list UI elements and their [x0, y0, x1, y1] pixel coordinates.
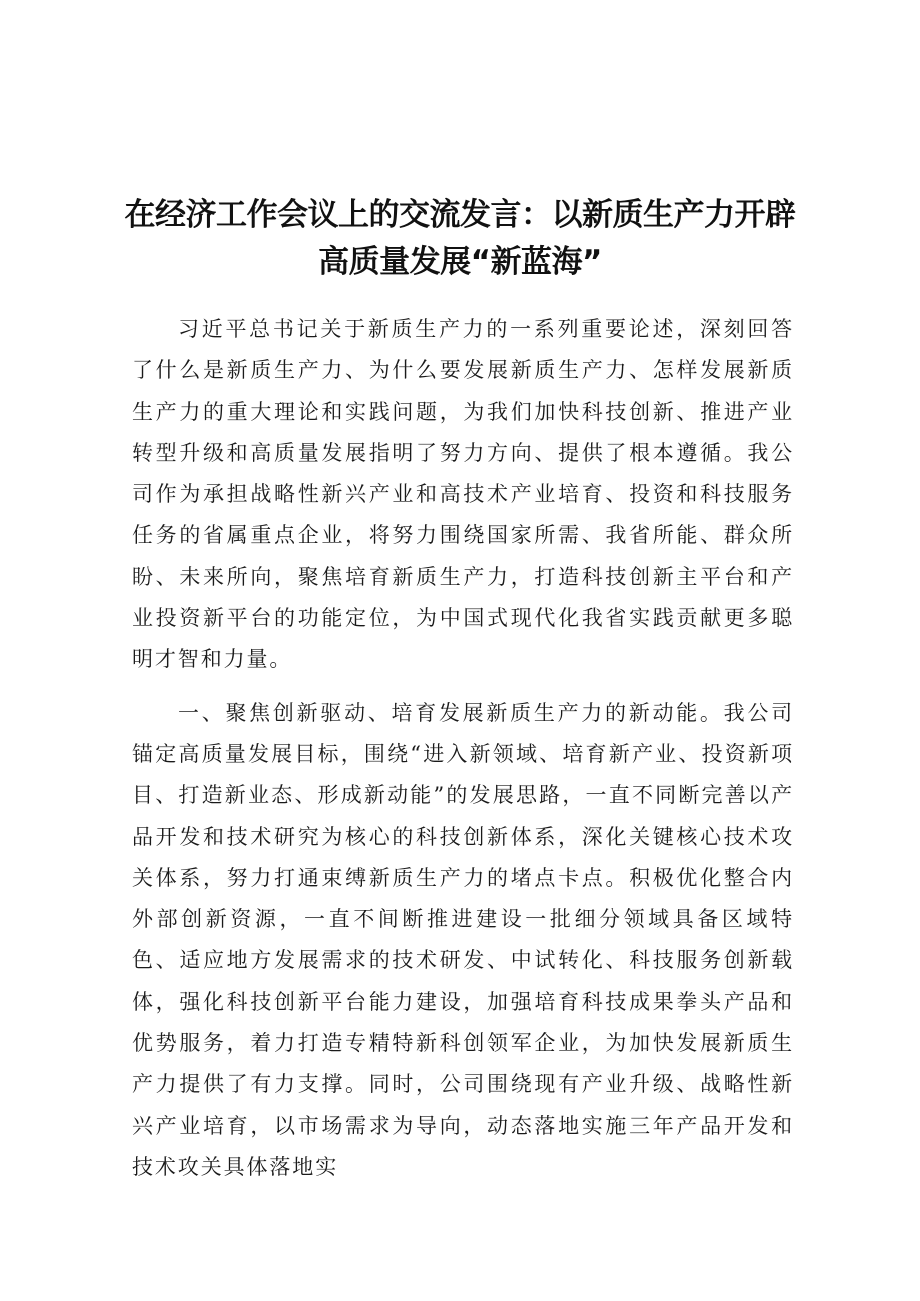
- document-body: [132, 309, 794, 1188]
- paragraph-section-1: 一、聚焦创新驱动、培育发展新质生产力的新动能。我公司锚定高质量发展目标，围绕“进入新领域、培育新产业、投资新项目、打造新业态、形成新动能”的发展思路，一直不同断完善以产品开发和技术研究为核心的科技创新体系，深化关键核心技术攻关体系，努力打通束缚新质生产力的堵点卡点。积极优化整合内外部创新资源，一直不间断推进建设一批细分领域具备区域特色、适应地方发展需求的技术研发、中试转化、科技服务创新载体，强化科技创新平台能力建设，加强培育科技成果拳头产品和优势服务，着力打造专精特新科创领军企业，为加快发展新质生产力提供了有力支撑。同时，公司围绕现有产业升级、战略性新兴产业培育，以市场需求为导向，动态落地实施三年产品开发和技术攻关具体落地实: [132, 700, 794, 1179]
- document-title: [120, 192, 800, 286]
- paragraph-intro: 习近平总书记关于新质生产力的一系列重要论述，深刻回答了什么是新质生产力、为什么要发展新质生产力、怎样发展新质生产力的重大理论和实践问题，为我们加快科技创新、推进产业转型升级和高质量发展指明了努力方向、提供了根本遵循。我公司作为承担战略性新兴产业和高技术产业培育、投资和科技服务任务的省属重点企业，将努力围绕国家所需、我省所能、群众所盼、未来所向，聚焦培育新质生产力，打造科技创新主平台和产业投资新平台的功能定位，为中国式现代化我省实践贡献更多聪明才智和力量。: [132, 317, 794, 672]
- title-line-1: 在经济工作会议上的交流发言：以新质生产力开辟: [124, 197, 796, 233]
- title-line-2: 高质量发展“新蓝海”: [318, 244, 602, 280]
